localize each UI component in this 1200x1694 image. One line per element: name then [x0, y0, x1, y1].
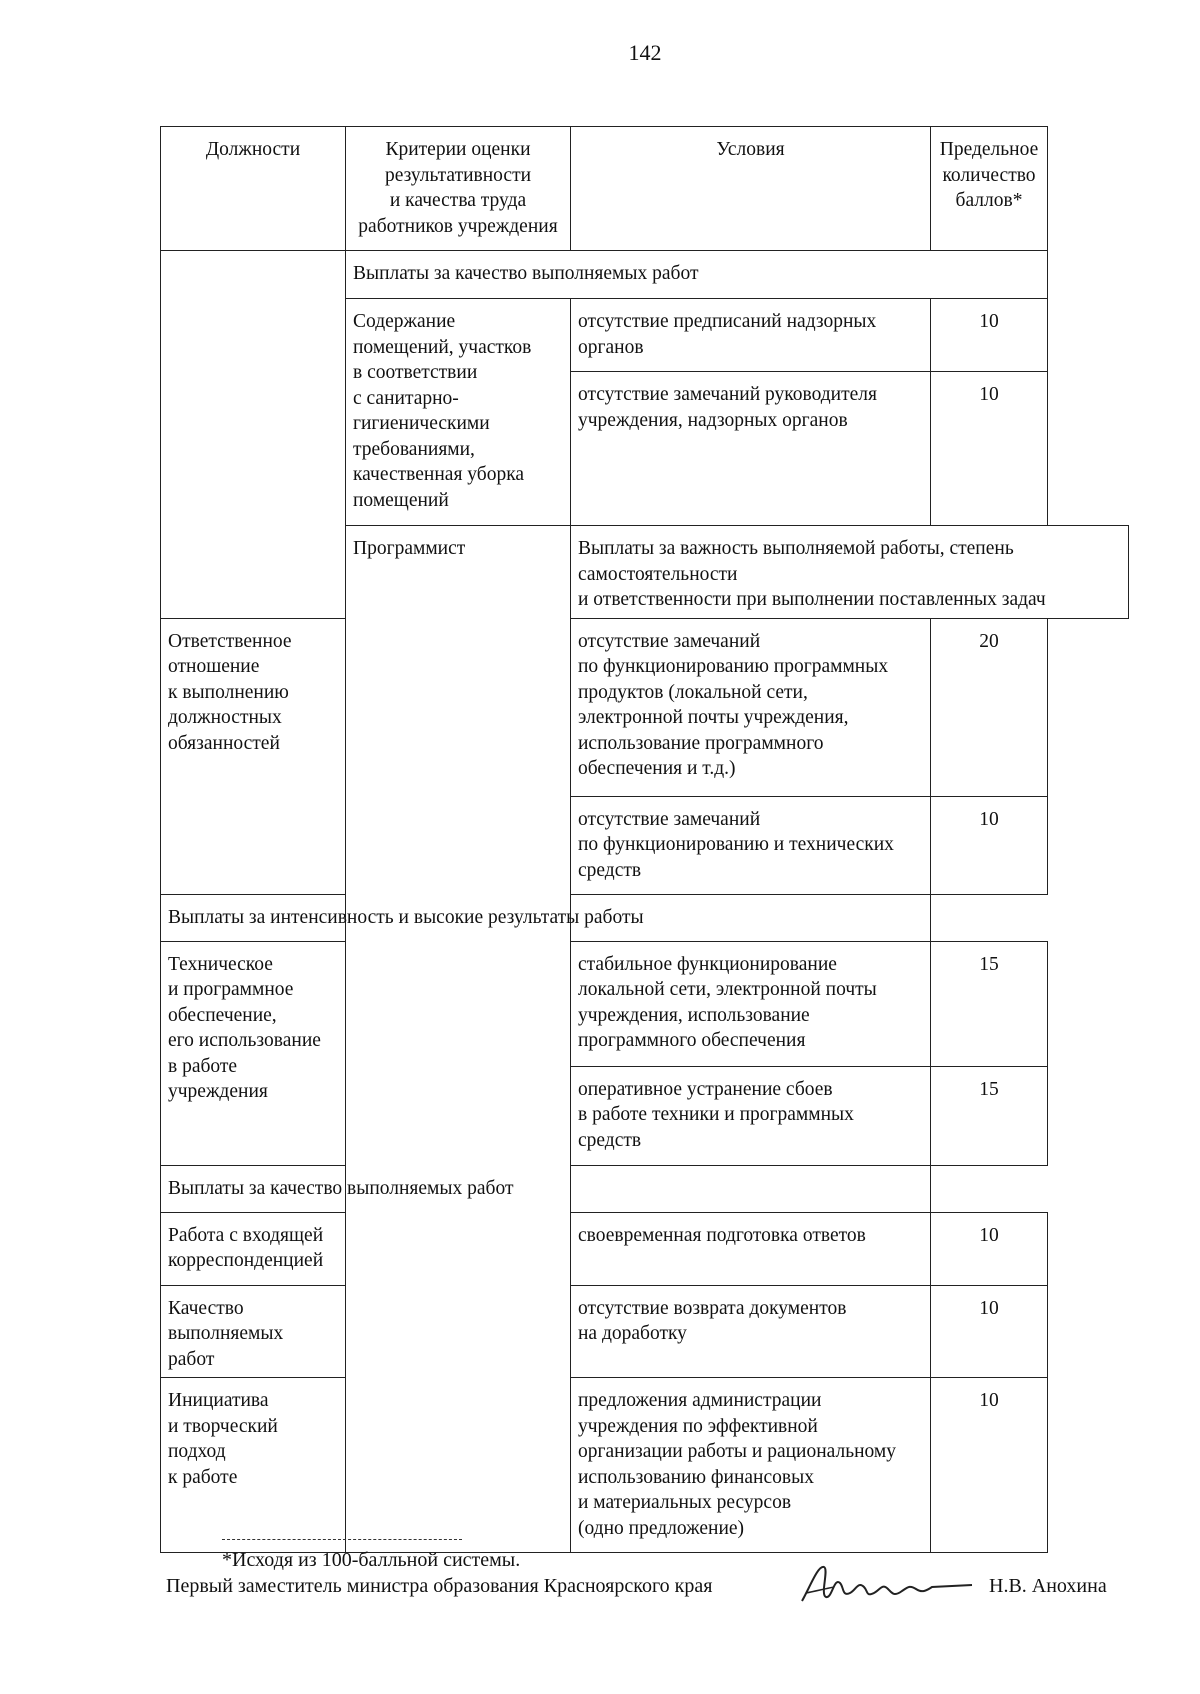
table-row [161, 941, 1129, 1066]
points-cell: 15 [931, 941, 1048, 1066]
header-position: Должности [161, 127, 346, 251]
section-title: Выплаты за интенсивность и высокие результаты работы [161, 894, 931, 941]
header-conditions: Условия [571, 127, 931, 251]
criterion-cell: Ответственное отношение к выполнению должностных обязанностей [161, 618, 346, 894]
footnote: *Исходя из 100-балльной системы. [222, 1549, 521, 1571]
page-number: 142 [628, 40, 662, 65]
condition-cell: стабильное функционирование локальной сети, электронной почты учреждения, использование программного обеспечения [571, 941, 931, 1066]
points-cell: 10 [931, 1285, 1048, 1378]
section-title: Выплаты за качество выполняемых работ [161, 1165, 931, 1212]
signatory-name: Н.В. Анохина [989, 1575, 1107, 1597]
section-title: Выплаты за важность выполняемой работы, степень самостоятельности и ответственности при выполнении поставленных задач [571, 526, 1129, 619]
header-criteria: Критерии оценки результативности и качества труда работников учреждения [346, 127, 571, 251]
handwritten-signature-icon [796, 1557, 976, 1609]
criteria-table [160, 126, 1129, 1553]
condition-cell: отсутствие замечаний руководителя учреждения, надзорных органов [571, 372, 931, 526]
table-row [161, 1212, 1129, 1285]
condition-cell: предложения администрации учреждения по эффективной организации работы и рациональному использованию финансовых и материальных ресурсов (одно предложение) [571, 1378, 931, 1553]
footnote-divider [222, 1539, 462, 1540]
position-cell-empty [161, 251, 346, 619]
criterion-cell: Содержание помещений, участков в соответствии с санитарно- гигиеническими требованиями, качественная уборка помещений [346, 299, 571, 526]
criterion-cell: Инициатива и творческий подход к работе [161, 1378, 346, 1553]
condition-cell: отсутствие предписаний надзорных органов [571, 299, 931, 372]
position-cell-programmer: Программист [346, 526, 571, 1553]
points-cell: 10 [931, 1378, 1048, 1553]
criterion-cell: Работа с входящей корреспонденцией [161, 1212, 346, 1285]
signatory-role: Первый заместитель министра образования Красноярского края [166, 1575, 713, 1597]
table-row [161, 894, 1129, 941]
criterion-cell: Качество выполняемых работ [161, 1285, 346, 1378]
condition-cell: отсутствие замечаний по функционированию и технических средств [571, 796, 931, 894]
condition-cell: оперативное устранение сбоев в работе техники и программных средств [571, 1066, 931, 1165]
table-row [161, 618, 1129, 796]
points-cell: 10 [931, 372, 1048, 526]
points-cell: 10 [931, 796, 1048, 894]
table-row [161, 251, 1129, 299]
points-cell: 15 [931, 1066, 1048, 1165]
criterion-cell: Техническое и программное обеспечение, его использование в работе учреждения [161, 941, 346, 1165]
condition-cell: отсутствие замечаний по функционированию программных продуктов (локальной сети, электронной почты учреждения, использование программного обеспечения и т.д.) [571, 618, 931, 796]
table-row [161, 1285, 1129, 1378]
table-header-row [161, 127, 1129, 251]
points-cell: 10 [931, 299, 1048, 372]
section-title: Выплаты за качество выполняемых работ [346, 251, 1048, 299]
table-row [161, 1165, 1129, 1212]
table-row [161, 1378, 1129, 1553]
points-cell: 10 [931, 1212, 1048, 1285]
condition-cell: отсутствие возврата документов на доработку [571, 1285, 931, 1378]
condition-cell: своевременная подготовка ответов [571, 1212, 931, 1285]
points-cell: 20 [931, 618, 1048, 796]
header-max-points: Предельное количество баллов* [931, 127, 1048, 251]
